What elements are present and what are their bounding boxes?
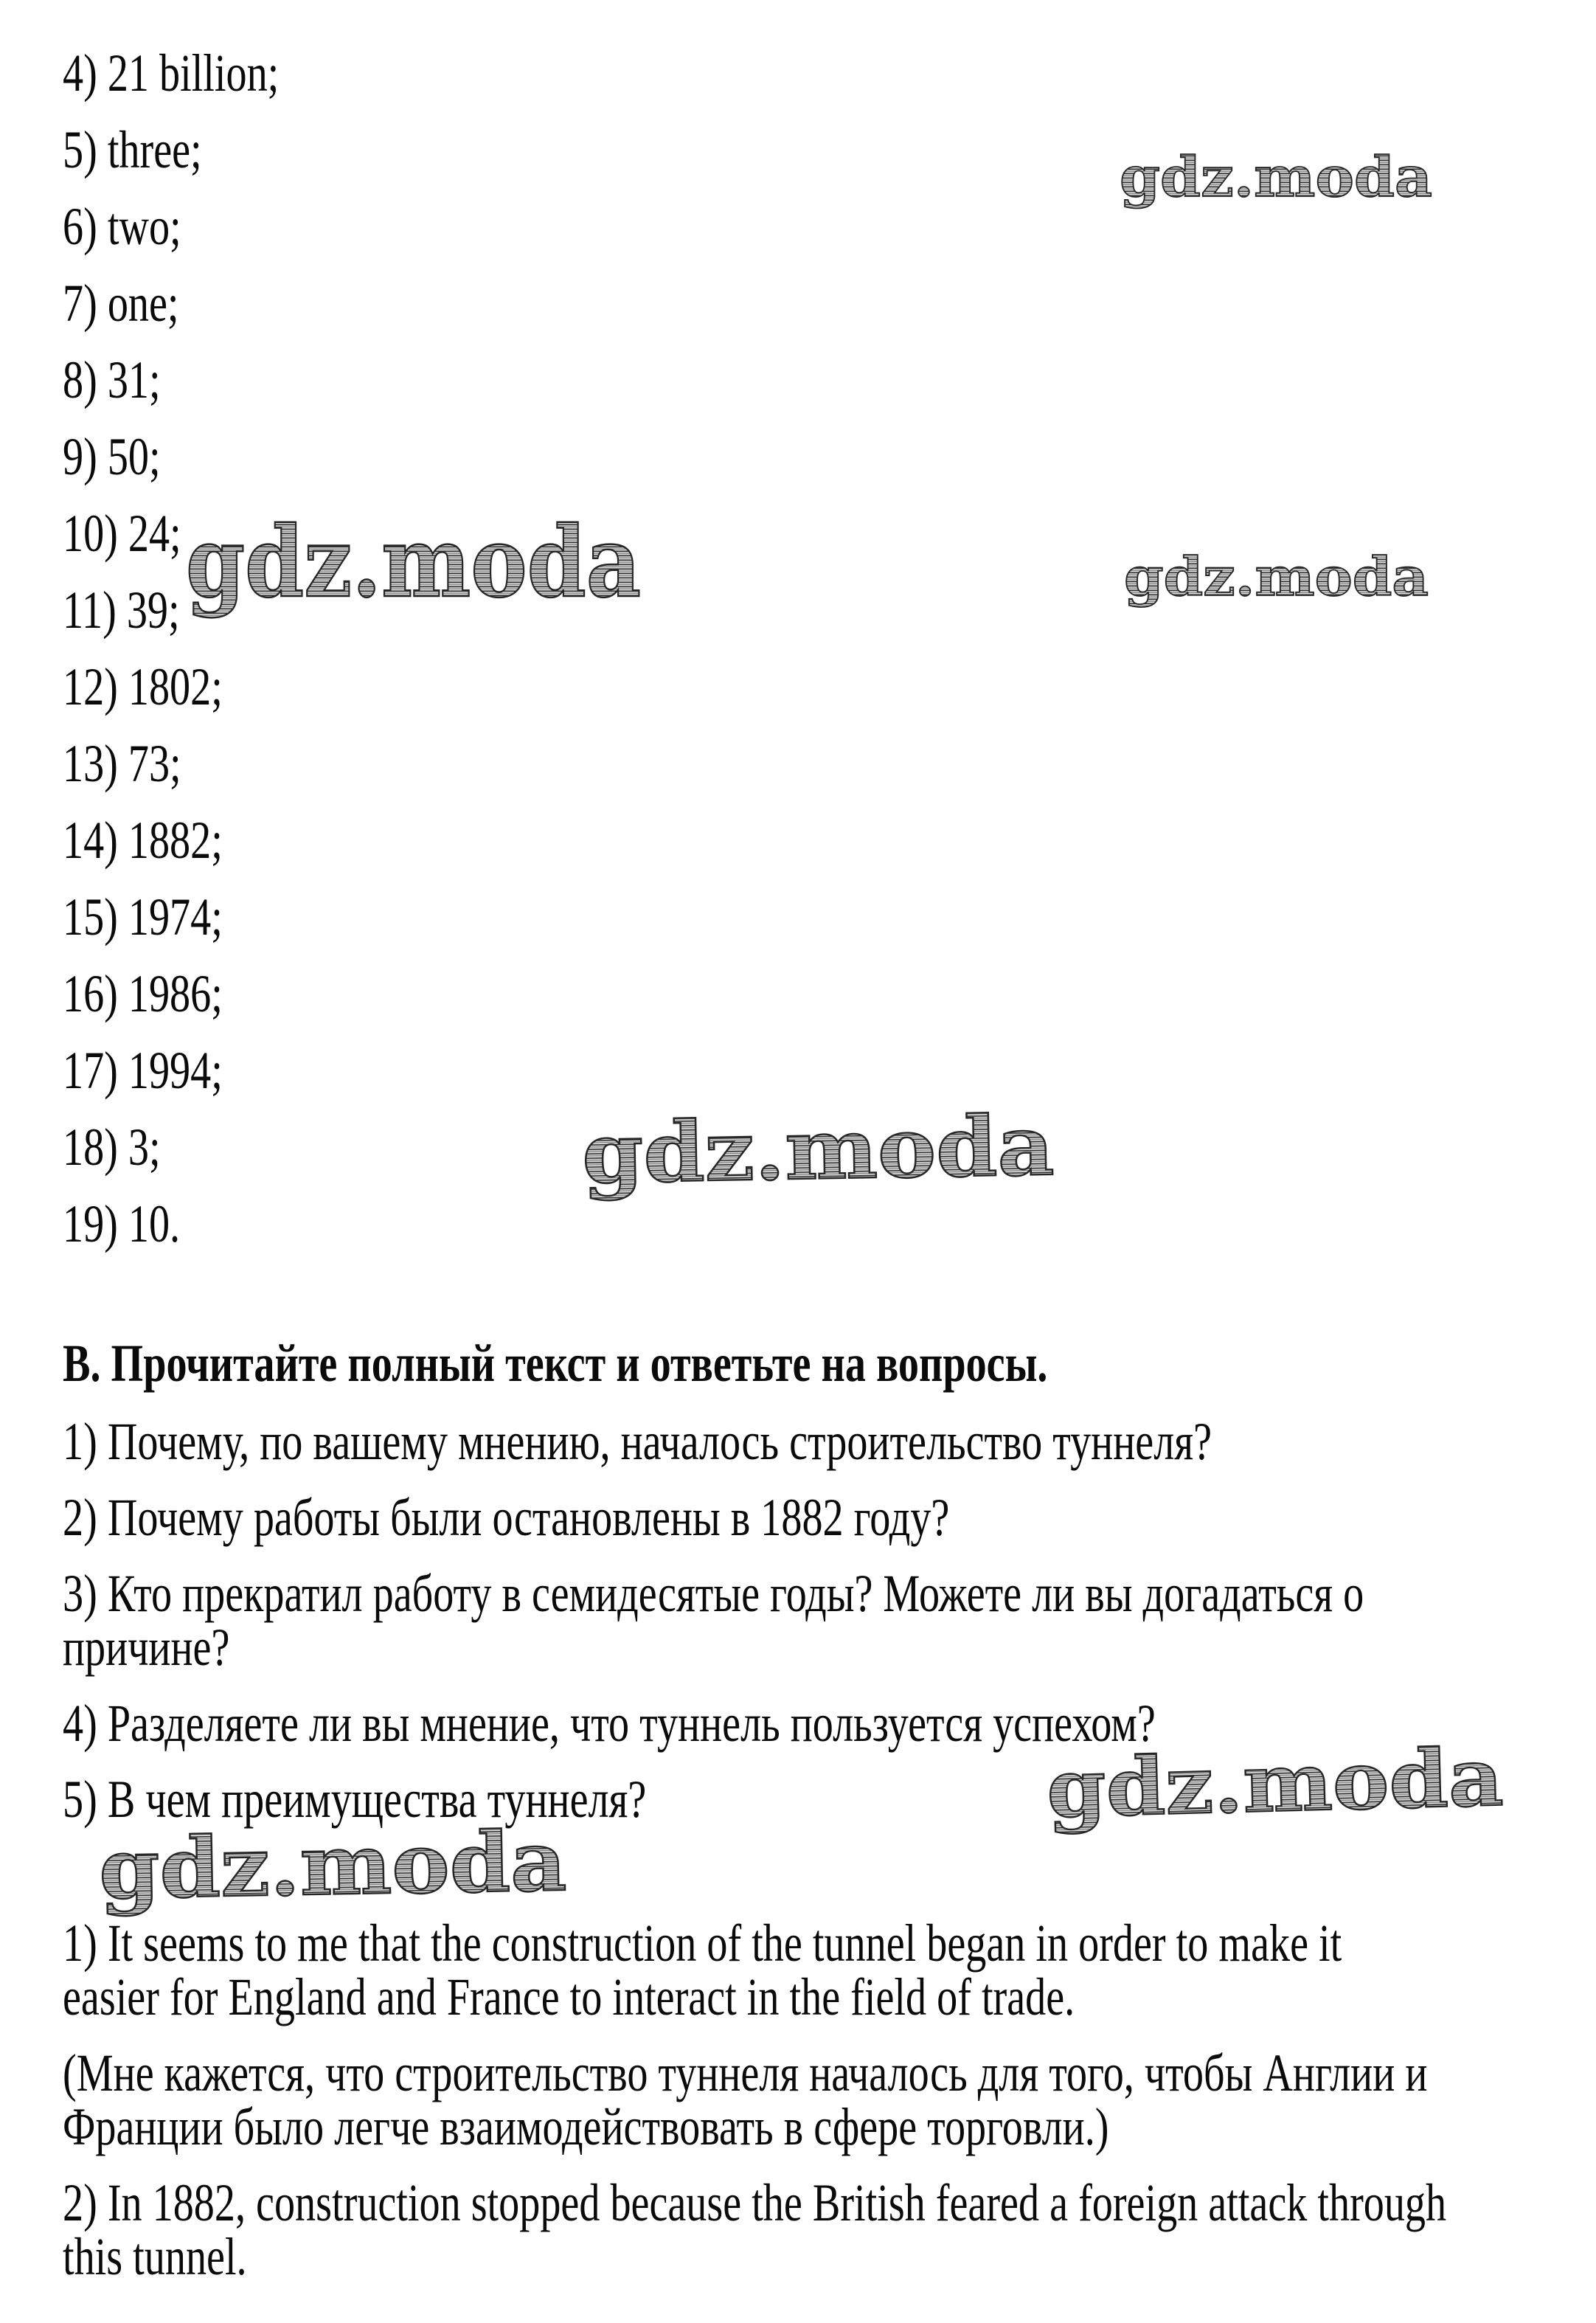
- text-line: 2) Почему работы были остановлены в 1882 году?: [63, 1488, 950, 1547]
- section-b-heading: В. Прочитайте полный текст и ответьте на вопросы.: [63, 1334, 1048, 1393]
- answer-key-list: [63, 35, 279, 1262]
- text-line: Франции было легче взаимодействовать в сфере торговли.): [63, 2097, 1109, 2156]
- answer-key-item: 13) 73;: [63, 734, 181, 793]
- gdz-moda-watermark: [1117, 137, 1464, 222]
- answer-key-item: 7) one;: [63, 274, 179, 333]
- text-line: 5) В чем преимущества туннеля?: [63, 1770, 647, 1829]
- text-line: 3) Кто прекратил работу в семидесятые годы? Можете ли вы догадаться о: [63, 1564, 1364, 1623]
- text-line: причине?: [63, 1618, 230, 1677]
- watermark-text: gdz.moda: [1045, 1731, 1477, 1836]
- spacer: [63, 1849, 1558, 1917]
- answer-key-item: 11) 39;: [63, 581, 180, 640]
- section-b: [63, 1334, 1558, 2306]
- text-line: 1) Почему, по вашему мнению, началось строительство туннеля?: [63, 1412, 1212, 1471]
- answer-key-item: 10) 24;: [63, 504, 181, 563]
- answer-key-item: 18) 3;: [63, 1118, 161, 1177]
- watermark-text: gdz.moda: [186, 505, 641, 620]
- question-3: [63, 1564, 1558, 1677]
- answer-key-item: 12) 1802;: [63, 657, 223, 716]
- answer-1-english: [63, 1914, 1558, 2026]
- answer-key-item: 16) 1986;: [63, 964, 223, 1023]
- question-1: [63, 1412, 1558, 1471]
- answer-key-item: 9) 50;: [63, 427, 161, 486]
- answer-key-item: 6) two;: [63, 197, 181, 256]
- gdz-moda-watermark: [578, 1078, 1097, 1208]
- text-line: (Мне кажется, что строительство туннеля началось для того, чтобы Англии и: [63, 2043, 1428, 2102]
- answer-key-item: 8) 31;: [63, 350, 161, 409]
- watermark-text: gdz.moda: [1120, 145, 1432, 210]
- text-line: 2) In 1882, construction stopped because the British feared a foreign attack through: [63, 2173, 1447, 2232]
- text-line: 4) Разделяете ли вы мнение, что туннель пользуется успехом?: [63, 1694, 1156, 1753]
- gdz-moda-watermark: [1122, 536, 1461, 621]
- watermark-text: gdz.moda: [98, 1813, 545, 1919]
- answer-key-item: 14) 1882;: [63, 811, 223, 870]
- answer-key-item: 17) 1994;: [63, 1041, 223, 1100]
- answer-key-item: 5) three;: [63, 120, 202, 179]
- answer-key-item: 15) 1974;: [63, 887, 223, 946]
- answer-key-item: 4) 21 billion;: [63, 44, 280, 103]
- text-line: 1) It seems to me that the construction of the tunnel began in order to make it: [63, 1914, 1342, 1973]
- answer-key-item: 19) 10.: [63, 1194, 181, 1253]
- question-5: [63, 1770, 1558, 1829]
- answer-2-english: [63, 2173, 1558, 2286]
- question-4: [63, 1694, 1558, 1753]
- text-line: this tunnel.: [63, 2227, 247, 2286]
- question-2: [63, 1488, 1558, 1547]
- watermark-text: gdz.moda: [1124, 545, 1429, 608]
- watermark-text: gdz.moda: [581, 1098, 1028, 1203]
- answer-1-russian-translation: [63, 2043, 1558, 2156]
- text-line: easier for England and France to interact in the field of trade.: [63, 1967, 1075, 2026]
